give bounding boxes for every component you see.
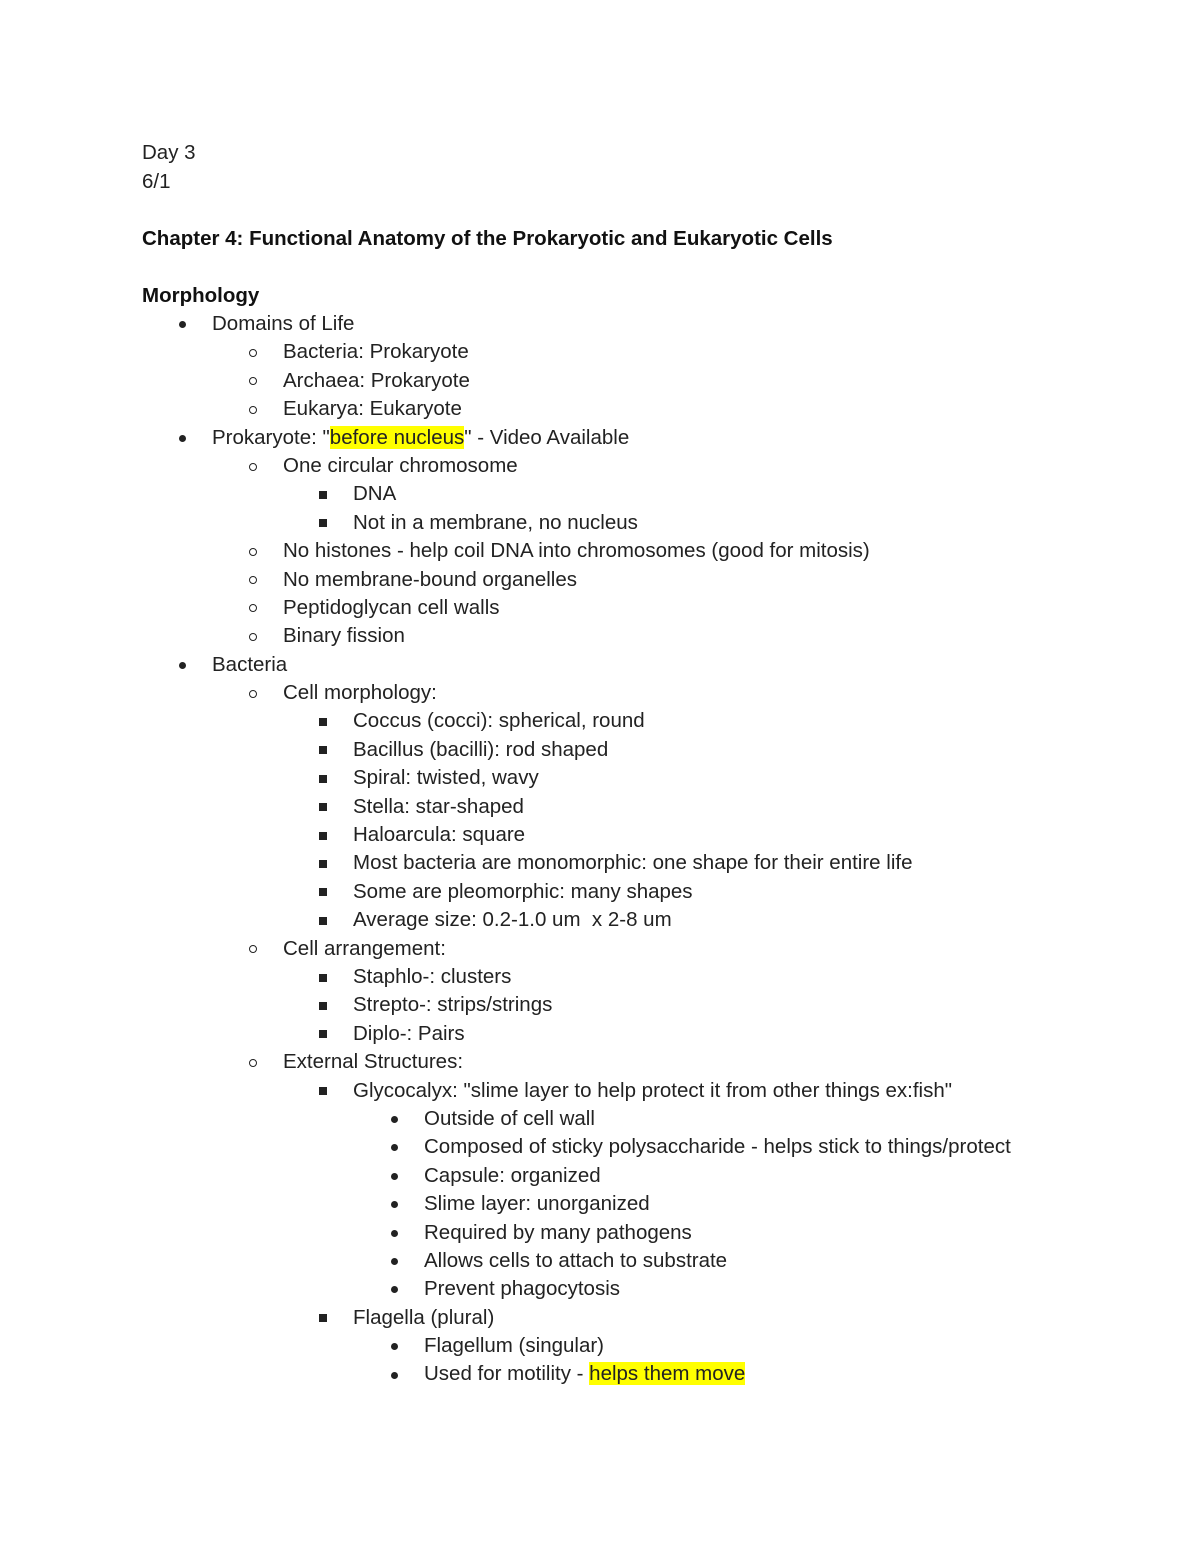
bullet-square-icon: [313, 849, 333, 877]
list-item-text: Diplo-: Pairs: [353, 1021, 465, 1045]
list-item: [142, 1247, 1140, 1275]
bullet-dot-icon: [384, 1190, 404, 1218]
list-item: [142, 1190, 1140, 1218]
list-item-text: " - Video Available: [464, 425, 630, 449]
bullet-square-icon: [313, 963, 333, 991]
bullet-circle-icon: [243, 395, 263, 423]
list-item-text: No histones - help coil DNA into chromosomes (good for mitosis): [283, 539, 870, 563]
bullet-square-icon: [313, 906, 333, 934]
list-item-text: Slime layer: unorganized: [424, 1192, 650, 1216]
list-item-text: Prokaryote: ": [212, 425, 330, 449]
list-item-text: One circular chromosome: [283, 453, 518, 477]
bullet-circle-icon: [243, 367, 263, 395]
list-item-text: Allows cells to attach to substrate: [424, 1248, 728, 1272]
bullet-square-icon: [313, 480, 333, 508]
bullet-square-icon: [313, 1304, 333, 1332]
list-item: [142, 906, 1140, 934]
list-item: [142, 1162, 1140, 1190]
list-item-text: Haloarcula: square: [353, 823, 526, 847]
date-label: 6/1: [142, 169, 171, 193]
list-item: [142, 480, 1140, 508]
spacer: [142, 196, 1140, 225]
highlighted-text: before nucleus: [329, 425, 465, 449]
bullet-circle-icon: [243, 1048, 263, 1076]
list-item: [142, 651, 1140, 679]
list-item: [142, 452, 1140, 480]
list-item-text: Some are pleomorphic: many shapes: [353, 879, 693, 903]
list-item: [142, 1219, 1140, 1247]
bullet-circle-icon: [243, 338, 263, 366]
bullet-square-icon: [313, 991, 333, 1019]
list-item-text: Capsule: organized: [424, 1163, 601, 1187]
list-item: [142, 707, 1140, 735]
list-item: [142, 935, 1140, 963]
bullet-square-icon: [313, 764, 333, 792]
list-item: [142, 679, 1140, 707]
document-page: [142, 139, 1140, 1389]
bullet-dot-icon: [172, 310, 192, 338]
list-item-text: Cell arrangement:: [283, 936, 446, 960]
bullet-dot-icon: [172, 424, 192, 452]
list-item: [142, 1304, 1140, 1332]
list-item: [142, 821, 1140, 849]
list-item-text: Flagella (plural): [353, 1305, 495, 1329]
list-item-text: Bacteria: Prokaryote: [283, 340, 469, 364]
highlighted-text: helps them move: [589, 1362, 746, 1386]
chapter-title: Chapter 4: Functional Anatomy of the Prokaryotic and Eukaryotic Cells: [142, 226, 833, 250]
list-item: [142, 793, 1140, 821]
list-item-text: Coccus (cocci): spherical, round: [353, 709, 645, 733]
list-item-text: Flagellum (singular): [424, 1334, 605, 1358]
list-item: [142, 1275, 1140, 1303]
list-item: [142, 1048, 1140, 1076]
bullet-square-icon: [313, 821, 333, 849]
list-item-text: Cell morphology:: [283, 681, 437, 705]
list-item-text: Used for motility -: [424, 1362, 590, 1386]
list-item-text: DNA: [353, 482, 397, 506]
bullet-dot-icon: [384, 1133, 404, 1161]
bullet-square-icon: [313, 1077, 333, 1105]
list-item: [142, 395, 1140, 423]
list-item: [142, 424, 1140, 452]
list-item-text: Spiral: twisted, wavy: [353, 766, 539, 790]
list-item: [142, 594, 1140, 622]
bullet-dot-icon: [384, 1275, 404, 1303]
list-item: [142, 537, 1140, 565]
list-item-text: External Structures:: [283, 1050, 464, 1074]
list-item: [142, 566, 1140, 594]
section-title: Morphology: [142, 283, 260, 307]
list-item-text: Outside of cell wall: [424, 1106, 595, 1130]
list-item-text: Required by many pathogens: [424, 1220, 692, 1244]
list-item-text: Domains of Life: [212, 312, 355, 335]
list-item-text: Archaea: Prokaryote: [283, 368, 470, 392]
bullet-dot-icon: [384, 1219, 404, 1247]
list-item-text: No membrane-bound organelles: [283, 567, 578, 591]
list-item-text: Binary fission: [283, 624, 405, 648]
bullet-circle-icon: [243, 935, 263, 963]
list-item-text: Not in a membrane, no nucleus: [353, 510, 638, 534]
bullet-circle-icon: [243, 594, 263, 622]
bullet-circle-icon: [243, 537, 263, 565]
list-item-text: Bacillus (bacilli): rod shaped: [353, 737, 609, 761]
list-item: [142, 1360, 1140, 1388]
bullet-square-icon: [313, 878, 333, 906]
list-item: [142, 963, 1140, 991]
bullet-dot-icon: [384, 1332, 404, 1360]
list-item-text: Prevent phagocytosis: [424, 1277, 621, 1301]
day-label: Day 3: [142, 141, 196, 164]
list-item: [142, 622, 1140, 650]
list-item-text: Peptidoglycan cell walls: [283, 595, 500, 619]
bullet-square-icon: [313, 793, 333, 821]
list-item: [142, 509, 1140, 537]
list-item: [142, 764, 1140, 792]
list-item-text: Strepto-: strips/strings: [353, 993, 553, 1017]
bullet-dot-icon: [384, 1162, 404, 1190]
list-item: [142, 367, 1140, 395]
list-item-text: Composed of sticky polysaccharide - helps stick to things/protect: [424, 1135, 1011, 1159]
list-item: [142, 736, 1140, 764]
list-item-text: Average size: 0.2-1.0 um x 2-8 um: [353, 908, 672, 932]
bullet-square-icon: [313, 736, 333, 764]
list-item-text: Most bacteria are monomorphic: one shape for their entire life: [353, 851, 913, 875]
bullet-square-icon: [313, 509, 333, 537]
bullet-circle-icon: [243, 622, 263, 650]
list-item: [142, 338, 1140, 366]
bullet-dot-icon: [384, 1247, 404, 1275]
list-item-text: Eukarya: Eukaryote: [283, 397, 462, 421]
bullet-square-icon: [313, 1020, 333, 1048]
list-item: [142, 1105, 1140, 1133]
list-item: [142, 1020, 1140, 1048]
bullet-circle-icon: [243, 679, 263, 707]
bullet-circle-icon: [243, 566, 263, 594]
bullet-square-icon: [313, 707, 333, 735]
list-item: [142, 878, 1140, 906]
list-item-text: Glycocalyx: "slime layer to help protect it from other things ex:fish": [353, 1078, 953, 1102]
bullet-dot-icon: [384, 1105, 404, 1133]
list-item: [142, 849, 1140, 877]
bullet-dot-icon: [384, 1360, 404, 1388]
list-item: [142, 1077, 1140, 1105]
list-item: [142, 1332, 1140, 1360]
spacer: [142, 253, 1140, 282]
bullet-dot-icon: [172, 651, 192, 679]
list-item-text: Bacteria: [212, 652, 288, 676]
list-item: [142, 310, 1140, 338]
list-item: [142, 991, 1140, 1019]
list-item: [142, 1133, 1140, 1161]
bullet-circle-icon: [243, 452, 263, 480]
list-item-text: Stella: star-shaped: [353, 794, 524, 818]
list-item-text: Staphlo-: clusters: [353, 964, 512, 988]
